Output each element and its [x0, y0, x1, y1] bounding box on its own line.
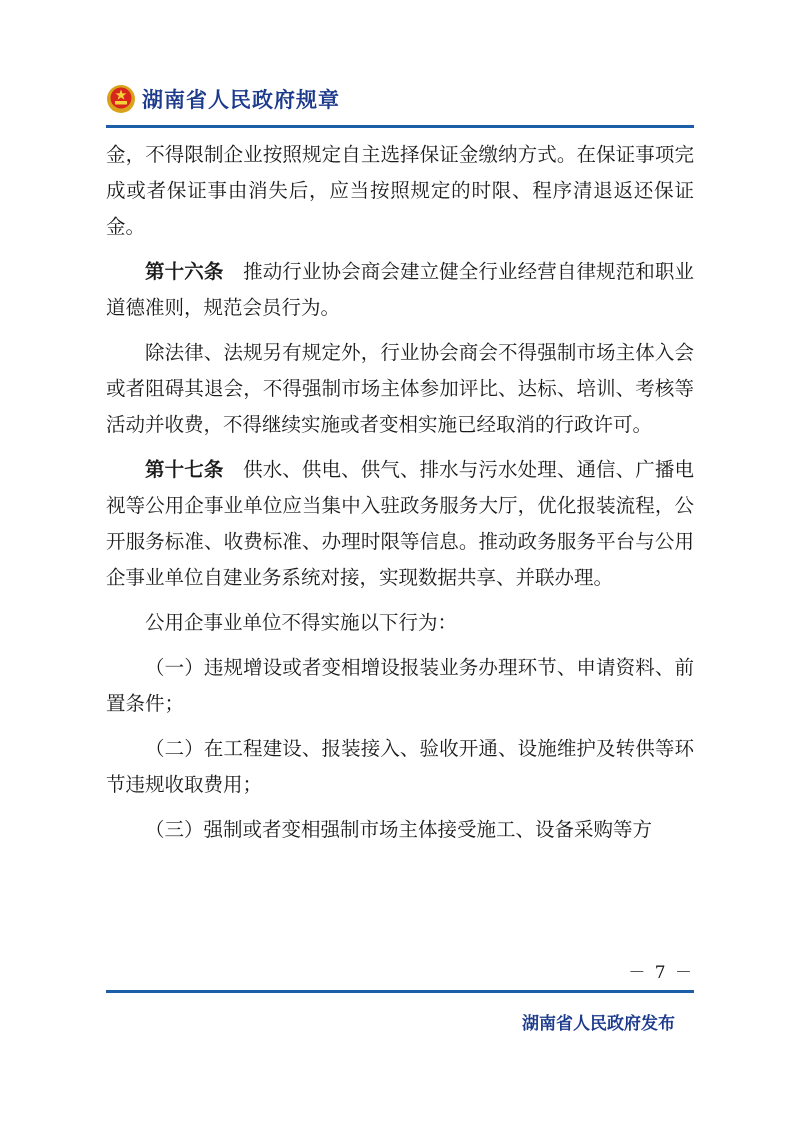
page-number: － 7 －	[628, 963, 694, 983]
paragraph: 公用企事业单位不得实施以下行为：	[145, 611, 458, 634]
header-divider	[106, 125, 694, 128]
list-item: （二）在工程建设、报装接入、验收开通、设施维护及转供等环节违规收取费用；	[106, 737, 694, 796]
article-heading: 第十七条	[145, 458, 224, 481]
article-paragraph: 第十七条 供水、供电、供气、排水与污水处理、通信、广播电视等公用企事业单位应当集中入驻政务服务大厅，优化报装流程，公开服务标准、收费标准、办理时限等信息。推动政务服务平台与公用企事业单位自建业务系统对接，实现数据共享、并联办理。	[106, 458, 694, 589]
article-paragraph: 第十六条 推动行业协会商会建立健全行业经营自律规范和职业道德准则，规范会员行为。	[106, 260, 694, 319]
list-item: （一）违规增设或者变相增设报装业务办理环节、申请资料、前置条件；	[106, 656, 694, 715]
header-title: 湖南省人民政府规章	[142, 88, 340, 112]
article-heading: 第十六条	[145, 260, 224, 283]
page-header	[106, 84, 340, 114]
footer-divider	[106, 990, 694, 993]
list-item: （三）强制或者变相强制市场主体接受施工、设备采购等方	[145, 818, 653, 841]
paragraph: 除法律、法规另有规定外，行业协会商会不得强制市场主体入会或者阻碍其退会，不得强制市场主体参加评比、达标、培训、考核等活动并收费，不得继续实施或者变相实施已经取消的行政许可。	[106, 341, 694, 436]
footer-publisher: 湖南省人民政府发布	[522, 1014, 675, 1034]
national-emblem-icon	[106, 84, 136, 114]
paragraph: 金，不得限制企业按照规定自主选择保证金缴纳方式。在保证事项完成或者保证事由消失后，应当按照规定的时限、程序清退返还保证金。	[106, 143, 694, 238]
document-body	[106, 137, 694, 857]
